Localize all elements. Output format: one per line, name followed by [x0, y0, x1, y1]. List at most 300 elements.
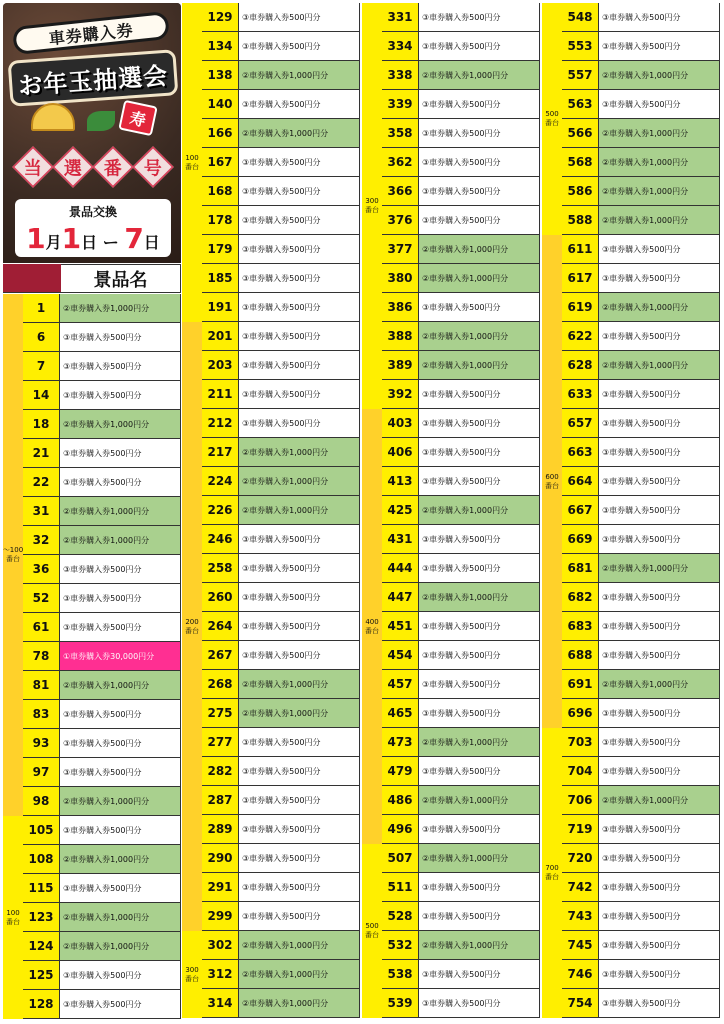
- prize-name: ③車券購入券500円分: [419, 641, 540, 669]
- number-range-label: 600 番台: [542, 235, 562, 728]
- prize-name: ③車券購入券500円分: [599, 438, 720, 466]
- winning-row: [202, 960, 360, 989]
- prize-name: ③車券購入券500円分: [599, 873, 720, 901]
- winning-row: [562, 612, 720, 641]
- winning-row: [23, 874, 181, 903]
- prize-name: ③車券購入券500円分: [599, 989, 720, 1017]
- winning-number: 754: [562, 989, 599, 1017]
- winning-number: 290: [202, 844, 239, 872]
- prize-name: ③車券購入券500円分: [599, 235, 720, 263]
- winning-row: [202, 90, 360, 119]
- winning-number: 140: [202, 90, 239, 118]
- prize-name: ②車券購入券1,000円分: [239, 467, 360, 495]
- winning-row: [23, 758, 181, 787]
- winning-number: 291: [202, 873, 239, 901]
- prize-name: ③車券購入券500円分: [60, 729, 181, 757]
- winning-number: 93: [23, 729, 60, 757]
- winning-row: [382, 844, 540, 873]
- prize-name: ②車券購入券1,000円分: [239, 960, 360, 988]
- winning-number: 32: [23, 526, 60, 554]
- winning-number: 166: [202, 119, 239, 147]
- winning-number: 81: [23, 671, 60, 699]
- winning-number: 366: [382, 177, 419, 205]
- winning-row: [202, 931, 360, 960]
- winning-number: 376: [382, 206, 419, 234]
- winning-row: [202, 583, 360, 612]
- winning-row: [562, 380, 720, 409]
- prize-name: ③車券購入券500円分: [60, 613, 181, 641]
- winning-number: 568: [562, 148, 599, 176]
- winning-number: 553: [562, 32, 599, 60]
- number-range-label: ～100 番台: [3, 294, 23, 816]
- winning-row: [202, 3, 360, 32]
- prize-name: ③車券購入券500円分: [599, 612, 720, 640]
- winning-row: [562, 119, 720, 148]
- winning-number: 479: [382, 757, 419, 785]
- winning-number: 413: [382, 467, 419, 495]
- winning-row: [562, 264, 720, 293]
- winning-number: 226: [202, 496, 239, 524]
- prize-name: ②車券購入券1,000円分: [599, 554, 720, 582]
- winning-row: [382, 322, 540, 351]
- winning-row: [382, 351, 540, 380]
- prize-name: ②車券購入券1,000円分: [60, 526, 181, 554]
- winning-number: 7: [23, 352, 60, 380]
- winning-row: [202, 409, 360, 438]
- prize-name: ③車券購入券500円分: [239, 757, 360, 785]
- winning-row: [202, 235, 360, 264]
- prize-name: ③車券購入券500円分: [239, 148, 360, 176]
- winning-row: [562, 496, 720, 525]
- prize-name: ②車券購入券1,000円分: [599, 177, 720, 205]
- winning-number: 611: [562, 235, 599, 263]
- winning-number: 224: [202, 467, 239, 495]
- winning-row: [382, 583, 540, 612]
- prize-name: ②車券購入券1,000円分: [599, 206, 720, 234]
- winning-row: [382, 757, 540, 786]
- prize-name: ②車券購入券1,000円分: [419, 583, 540, 611]
- winning-number: 167: [202, 148, 239, 176]
- prize-name: ③車券購入券500円分: [599, 583, 720, 611]
- prize-name: ③車券購入券500円分: [239, 293, 360, 321]
- winning-row: [23, 352, 181, 381]
- winning-row: [562, 844, 720, 873]
- winning-number: 362: [382, 148, 419, 176]
- prize-name: ②車券購入券1,000円分: [60, 671, 181, 699]
- winning-row: [23, 932, 181, 961]
- winning-number: 511: [382, 873, 419, 901]
- winning-number: 124: [23, 932, 60, 960]
- winning-row: [562, 989, 720, 1018]
- prize-name: ③車券購入券500円分: [60, 816, 181, 844]
- prize-name: ③車券購入券500円分: [419, 32, 540, 60]
- winning-number: 168: [202, 177, 239, 205]
- prize-name: ②車券購入券1,000円分: [419, 786, 540, 814]
- prize-name: ③車券購入券500円分: [599, 32, 720, 60]
- prize-name: ②車券購入券1,000円分: [419, 351, 540, 379]
- prize-name: ②車券購入券1,000円分: [419, 61, 540, 89]
- winning-number: 134: [202, 32, 239, 60]
- prize-name: ③車券購入券500円分: [60, 352, 181, 380]
- number-range-label: 300 番台: [362, 3, 382, 409]
- winning-number: 129: [202, 3, 239, 31]
- winning-number: 528: [382, 902, 419, 930]
- winning-row: [23, 642, 181, 671]
- winning-number: 275: [202, 699, 239, 727]
- winning-number: 586: [562, 177, 599, 205]
- winning-number: 178: [202, 206, 239, 234]
- winning-row: [202, 32, 360, 61]
- prize-name: ②車券購入券1,000円分: [599, 351, 720, 379]
- prize-name: ③車券購入券500円分: [419, 815, 540, 843]
- winning-number: 622: [562, 322, 599, 350]
- prize-name: ③車券購入券500円分: [60, 468, 181, 496]
- prize-name: ②車券購入券1,000円分: [239, 699, 360, 727]
- prize-exchange-box: [15, 199, 171, 257]
- winning-number: 97: [23, 758, 60, 786]
- prize-name: ③車券購入券500円分: [599, 699, 720, 727]
- winning-number: 123: [23, 903, 60, 931]
- prize-name: ③車券購入券500円分: [239, 3, 360, 31]
- winning-row: [382, 815, 540, 844]
- prize-name: ③車券購入券500円分: [419, 148, 540, 176]
- winning-number: 36: [23, 555, 60, 583]
- prize-name: ③車券購入券500円分: [60, 555, 181, 583]
- prize-name: ②車券購入券1,000円分: [599, 148, 720, 176]
- winning-number: 377: [382, 235, 419, 263]
- prize-name: ②車券購入券1,000円分: [599, 293, 720, 321]
- header-swatch: [3, 264, 61, 293]
- prize-name: ②車券購入券1,000円分: [419, 264, 540, 292]
- winning-row: [382, 467, 540, 496]
- prize-name: ②車券購入券1,000円分: [599, 61, 720, 89]
- winning-row: [202, 757, 360, 786]
- prize-name: ③車券購入券500円分: [419, 902, 540, 930]
- prize-name: ③車券購入券500円分: [239, 206, 360, 234]
- prize-name: ②車券購入券1,000円分: [60, 497, 181, 525]
- winning-number: 125: [23, 961, 60, 989]
- prize-name: ③車券購入券500円分: [419, 119, 540, 147]
- prize-name: ②車券購入券1,000円分: [60, 932, 181, 960]
- prize-name-heading: 景品名: [61, 264, 181, 293]
- title-ticket-label: 車券購入券: [12, 11, 170, 55]
- prize-name: ③車券購入券500円分: [239, 90, 360, 118]
- prize-name: ③車券購入券500円分: [239, 409, 360, 437]
- winning-row: [202, 438, 360, 467]
- winning-row: [382, 3, 540, 32]
- winning-row: [202, 119, 360, 148]
- winning-row: [202, 264, 360, 293]
- winning-row: [23, 845, 181, 874]
- winning-row: [562, 177, 720, 206]
- winning-number: 212: [202, 409, 239, 437]
- winning-row: [382, 380, 540, 409]
- badge-char: 番: [92, 146, 134, 188]
- prize-name: ③車券購入券500円分: [599, 90, 720, 118]
- prize-name: ②車券購入券1,000円分: [239, 496, 360, 524]
- winning-number: 669: [562, 525, 599, 553]
- winning-number: 444: [382, 554, 419, 582]
- winning-number: 681: [562, 554, 599, 582]
- winning-row: [562, 351, 720, 380]
- winning-number: 282: [202, 757, 239, 785]
- winning-number: 557: [562, 61, 599, 89]
- winning-row: [382, 902, 540, 931]
- prize-name: ③車券購入券500円分: [239, 554, 360, 582]
- winning-row: [562, 90, 720, 119]
- winning-row: [562, 583, 720, 612]
- winning-number: 696: [562, 699, 599, 727]
- prize-name: ③車券購入券500円分: [239, 844, 360, 872]
- number-range-label: 400 番台: [362, 409, 382, 844]
- winning-number: 312: [202, 960, 239, 988]
- prize-name: ②車券購入券1,000円分: [419, 235, 540, 263]
- winning-row: [202, 873, 360, 902]
- winning-row: [382, 148, 540, 177]
- winning-number: 457: [382, 670, 419, 698]
- prize-name: ③車券購入券500円分: [599, 409, 720, 437]
- prize-name: ③車券購入券500円分: [419, 960, 540, 988]
- prize-name: ②車券購入券1,000円分: [60, 845, 181, 873]
- winning-row: [23, 381, 181, 410]
- winning-number: 465: [382, 699, 419, 727]
- winning-row: [562, 554, 720, 583]
- winning-row: [562, 815, 720, 844]
- prize-name: ③車券購入券500円分: [239, 32, 360, 60]
- winning-number: 289: [202, 815, 239, 843]
- prize-name: ③車券購入券500円分: [239, 583, 360, 611]
- prize-name: ③車券購入券500円分: [419, 554, 540, 582]
- prize-name: ③車券購入券500円分: [419, 757, 540, 785]
- prize-name: ③車券購入券500円分: [239, 815, 360, 843]
- winning-number: 52: [23, 584, 60, 612]
- winning-number: 334: [382, 32, 419, 60]
- number-range-label: 500 番台: [542, 3, 562, 235]
- winning-number: 486: [382, 786, 419, 814]
- winning-row: [382, 989, 540, 1018]
- prize-name: ③車券購入券500円分: [60, 584, 181, 612]
- winning-row: [562, 699, 720, 728]
- event-header: [3, 3, 181, 263]
- prize-name: ②車券購入券1,000円分: [60, 294, 181, 322]
- winning-row: [382, 90, 540, 119]
- winning-number: 258: [202, 554, 239, 582]
- winning-number: 128: [23, 990, 60, 1018]
- prize-name: ③車券購入券500円分: [599, 757, 720, 785]
- winning-row: [23, 555, 181, 584]
- winning-number: 588: [562, 206, 599, 234]
- winning-number: 299: [202, 902, 239, 930]
- winning-number: 268: [202, 670, 239, 698]
- winning-number: 388: [382, 322, 419, 350]
- winning-number: 1: [23, 294, 60, 322]
- number-range-label: 200 番台: [182, 322, 202, 931]
- prize-name: ③車券購入券500円分: [419, 670, 540, 698]
- prize-name: ②車券購入券1,000円分: [239, 61, 360, 89]
- column-header: [3, 264, 181, 293]
- prize-name: ③車券購入券500円分: [419, 699, 540, 727]
- winning-row: [202, 989, 360, 1018]
- number-range-label: 100 番台: [3, 816, 23, 1019]
- winning-row: [382, 264, 540, 293]
- winning-number: 302: [202, 931, 239, 959]
- winning-number: 663: [562, 438, 599, 466]
- prize-name: ②車券購入券1,000円分: [239, 670, 360, 698]
- prize-name: ③車券購入券500円分: [239, 902, 360, 930]
- prize-name: ③車券購入券500円分: [60, 758, 181, 786]
- winning-number: 657: [562, 409, 599, 437]
- prize-name: ③車券購入券500円分: [239, 873, 360, 901]
- winning-row: [562, 960, 720, 989]
- badge-char: 当: [12, 146, 54, 188]
- prize-name: ③車券購入券500円分: [239, 235, 360, 263]
- winning-row: [562, 670, 720, 699]
- winning-row: [202, 612, 360, 641]
- prize-name: ③車券購入券500円分: [419, 409, 540, 437]
- winning-row: [202, 496, 360, 525]
- prize-name: ②車券購入券1,000円分: [419, 931, 540, 959]
- winning-row: [23, 990, 181, 1019]
- winning-row: [202, 554, 360, 583]
- winning-row: [23, 410, 181, 439]
- winning-row: [23, 671, 181, 700]
- winning-number: 264: [202, 612, 239, 640]
- winning-row: [23, 439, 181, 468]
- winning-number: 246: [202, 525, 239, 553]
- winning-number: 380: [382, 264, 419, 292]
- winning-row: [562, 757, 720, 786]
- winning-row: [382, 177, 540, 206]
- winning-number: 431: [382, 525, 419, 553]
- winning-number: 61: [23, 613, 60, 641]
- winning-row: [382, 873, 540, 902]
- prize-name: ③車券購入券500円分: [419, 467, 540, 495]
- badge-char: 号: [132, 146, 174, 188]
- winning-number: 688: [562, 641, 599, 669]
- winning-number: 203: [202, 351, 239, 379]
- winning-row: [382, 32, 540, 61]
- winning-row: [202, 641, 360, 670]
- winning-number: 108: [23, 845, 60, 873]
- winning-number: 98: [23, 787, 60, 815]
- winning-number: 83: [23, 700, 60, 728]
- winning-number: 532: [382, 931, 419, 959]
- winning-number: 105: [23, 816, 60, 844]
- winning-number: 719: [562, 815, 599, 843]
- prize-name: ③車券購入券500円分: [419, 380, 540, 408]
- winning-row: [23, 903, 181, 932]
- winning-row: [202, 467, 360, 496]
- prize-name: ③車券購入券500円分: [599, 380, 720, 408]
- winning-row: [202, 351, 360, 380]
- winning-row: [562, 641, 720, 670]
- prize-name: ③車券購入券500円分: [599, 728, 720, 756]
- prize-name: ③車券購入券500円分: [60, 990, 181, 1018]
- winning-row: [382, 641, 540, 670]
- winning-row: [23, 613, 181, 642]
- pine-leaf-icon: [87, 111, 115, 131]
- winning-row: [382, 438, 540, 467]
- prize-name: ③車券購入券500円分: [239, 525, 360, 553]
- prize-name: ③車券購入券500円分: [239, 177, 360, 205]
- prize-name: ③車券購入券500円分: [419, 438, 540, 466]
- prize-name: ③車券購入券500円分: [239, 322, 360, 350]
- winning-row: [382, 612, 540, 641]
- winning-number: 406: [382, 438, 419, 466]
- prize-name: ③車券購入券500円分: [419, 989, 540, 1017]
- number-range-label: 700 番台: [542, 728, 562, 1018]
- winning-row: [23, 729, 181, 758]
- winning-row: [382, 409, 540, 438]
- winning-row: [382, 525, 540, 554]
- prize-name: ③車券購入券500円分: [239, 351, 360, 379]
- winning-row: [562, 235, 720, 264]
- winning-row: [562, 206, 720, 235]
- winning-number: 115: [23, 874, 60, 902]
- winning-number: 314: [202, 989, 239, 1017]
- winning-row: [382, 206, 540, 235]
- prize-name: ②車券購入券1,000円分: [419, 322, 540, 350]
- winning-row: [562, 728, 720, 757]
- prize-name: ②車券購入券1,000円分: [599, 670, 720, 698]
- prize-name: ③車券購入券500円分: [599, 844, 720, 872]
- prize-name: ②車券購入券1,000円分: [599, 119, 720, 147]
- winning-number: 628: [562, 351, 599, 379]
- winning-row: [202, 322, 360, 351]
- winning-number: 706: [562, 786, 599, 814]
- prize-name: ③車券購入券500円分: [599, 3, 720, 31]
- winning-number: 386: [382, 293, 419, 321]
- prize-name: ①車券購入券30,000円分: [60, 642, 181, 670]
- prize-name: ③車券購入券500円分: [599, 931, 720, 959]
- winning-row: [23, 468, 181, 497]
- winning-row: [202, 380, 360, 409]
- badge-char: 選: [52, 146, 94, 188]
- winning-number: 563: [562, 90, 599, 118]
- winning-number: 667: [562, 496, 599, 524]
- winning-numbers-badge: [15, 149, 171, 187]
- winning-number: 18: [23, 410, 60, 438]
- prize-name: ③車券購入券500円分: [419, 293, 540, 321]
- winning-row: [23, 816, 181, 845]
- winning-row: [202, 699, 360, 728]
- winning-row: [562, 148, 720, 177]
- winning-number: 31: [23, 497, 60, 525]
- prize-name: ③車券購入券500円分: [60, 961, 181, 989]
- winning-row: [23, 294, 181, 323]
- winning-number: 447: [382, 583, 419, 611]
- prize-name: ③車券購入券500円分: [599, 467, 720, 495]
- winning-row: [562, 902, 720, 931]
- number-range-label: 300 番台: [182, 931, 202, 1018]
- winning-number: 664: [562, 467, 599, 495]
- winning-number: 451: [382, 612, 419, 640]
- winning-number: 617: [562, 264, 599, 292]
- winning-row: [202, 206, 360, 235]
- winning-row: [562, 32, 720, 61]
- winning-number: 538: [382, 960, 419, 988]
- winning-number: 331: [382, 3, 419, 31]
- prize-name: ③車券購入券500円分: [239, 728, 360, 756]
- prize-name: ③車券購入券500円分: [419, 525, 540, 553]
- winning-row: [382, 931, 540, 960]
- winning-row: [562, 525, 720, 554]
- winning-number: 22: [23, 468, 60, 496]
- winning-row: [382, 496, 540, 525]
- winning-row: [382, 119, 540, 148]
- winning-number: 6: [23, 323, 60, 351]
- winning-row: [562, 931, 720, 960]
